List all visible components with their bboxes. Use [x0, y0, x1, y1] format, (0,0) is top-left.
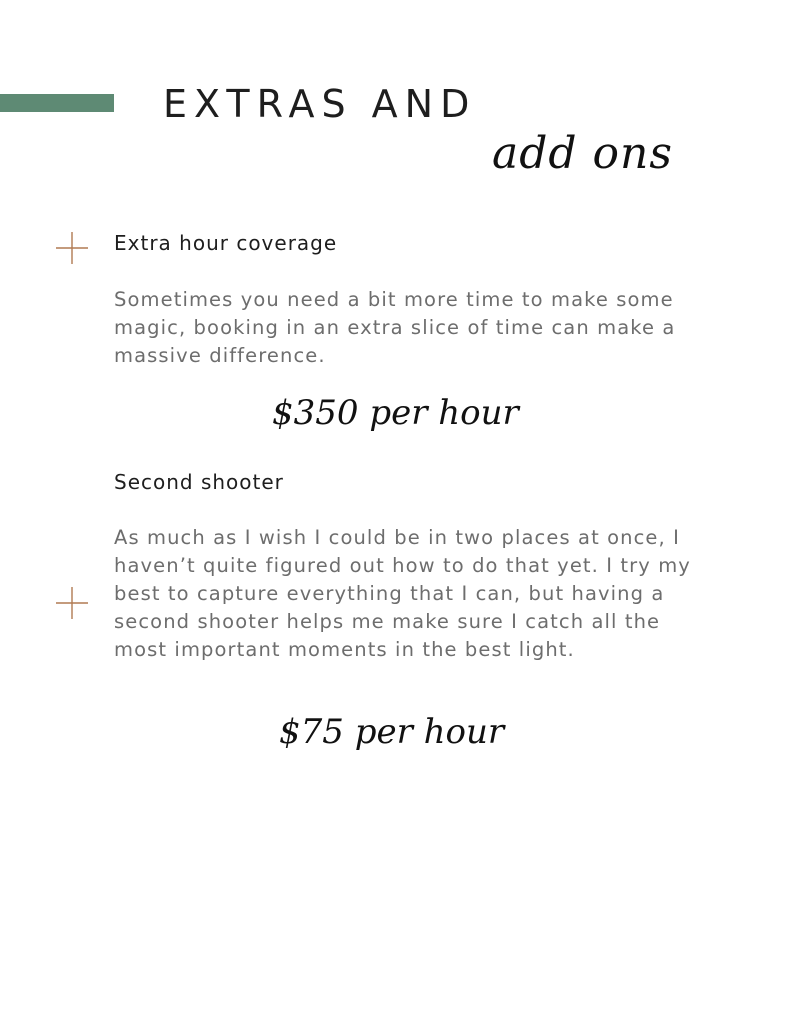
page-title: EXTRAS AND	[163, 82, 477, 126]
page-subtitle: add ons	[492, 128, 673, 179]
plus-icon	[56, 232, 88, 264]
item-heading: Second shooter	[114, 470, 284, 494]
item-description: Sometimes you need a bit more time to make some magic, booking in an extra slice of time can make a massive difference.	[114, 288, 676, 367]
item-heading: Extra hour coverage	[114, 231, 338, 255]
plus-icon	[56, 587, 88, 619]
item-price: $350 per hour	[272, 393, 519, 433]
item-description: As much as I wish I could be in two places at once, I haven’t quite figured out how to do that yet. I try my best to capture everything that I can, but having a second shooter helps me make sure I catch all the most important moments in the best light.	[114, 526, 691, 661]
accent-bar	[0, 94, 114, 112]
item-price: $75 per hour	[279, 712, 505, 752]
